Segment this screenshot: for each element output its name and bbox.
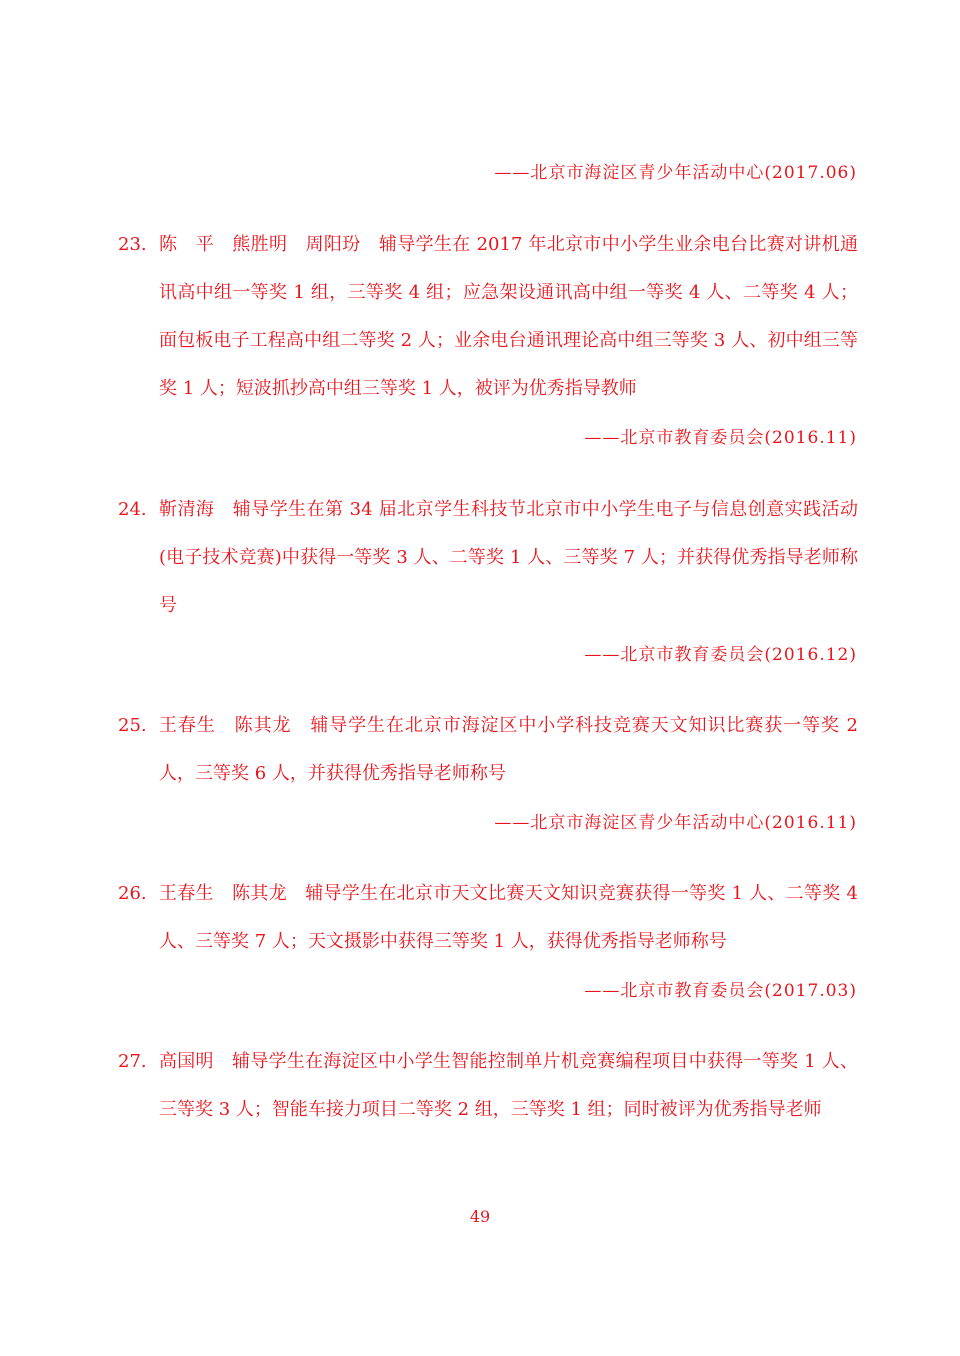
- award-item-24: [118, 486, 858, 630]
- award-item-26: [118, 870, 858, 966]
- source-attribution: ——北京市海淀区青少年活动中心(2016.11): [494, 813, 857, 833]
- item-number: 27.: [118, 1051, 147, 1072]
- award-item-27: [118, 1038, 858, 1134]
- item-number: 23.: [118, 234, 147, 255]
- source-attribution: ——北京市教育委员会(2016.12): [584, 645, 857, 665]
- item-text: 王春生 陈其龙 辅导学生在北京市天文比赛天文知识竞赛获得一等奖 1 人、二等奖 4 人、三等奖 7 人；天文摄影中获得三等奖 1 人，获得优秀指导老师称号: [159, 883, 858, 952]
- item-text: 陈 平 熊胜明 周阳玢 辅导学生在 2017 年北京市中小学生业余电台比赛对讲机通讯高中组一等奖 1 组，三等奖 4 组；应急架设通讯高中组一等奖 4 人、二等奖 4 人；面包板电子工程高中组二等奖 2 人；业余电台通讯理论高中组三等奖 3 人、初中组三等奖 1 人；短波抓抄高中组三等奖 1 人，被评为优秀指导教师: [159, 234, 858, 399]
- item-number: 26.: [118, 883, 147, 904]
- page-number: 49: [469, 1207, 491, 1226]
- item-text: 靳清海 辅导学生在第 34 届北京学生科技节北京市中小学生电子与信息创意实践活动(电子技术竞赛)中获得一等奖 3 人、二等奖 1 人、三等奖 7 人；并获得优秀指导老师称号: [159, 499, 858, 616]
- source-attribution: ——北京市教育委员会(2017.03): [584, 981, 857, 1001]
- award-item-23: [118, 221, 858, 413]
- source-attribution: ——北京市教育委员会(2016.11): [584, 428, 857, 448]
- item-text: 王春生 陈其龙 辅导学生在北京市海淀区中小学科技竞赛天文知识比赛获一等奖 2 人，三等奖 6 人，并获得优秀指导老师称号: [159, 715, 858, 784]
- item-number: 24.: [118, 499, 147, 520]
- source-attribution: ——北京市海淀区青少年活动中心(2017.06): [494, 163, 857, 183]
- item-text: 高国明 辅导学生在海淀区中小学生智能控制单片机竞赛编程项目中获得一等奖 1 人、三等奖 3 人；智能车接力项目二等奖 2 组，三等奖 1 组；同时被评为优秀指导老师: [159, 1051, 858, 1120]
- item-number: 25.: [118, 715, 147, 736]
- award-item-25: [118, 702, 858, 798]
